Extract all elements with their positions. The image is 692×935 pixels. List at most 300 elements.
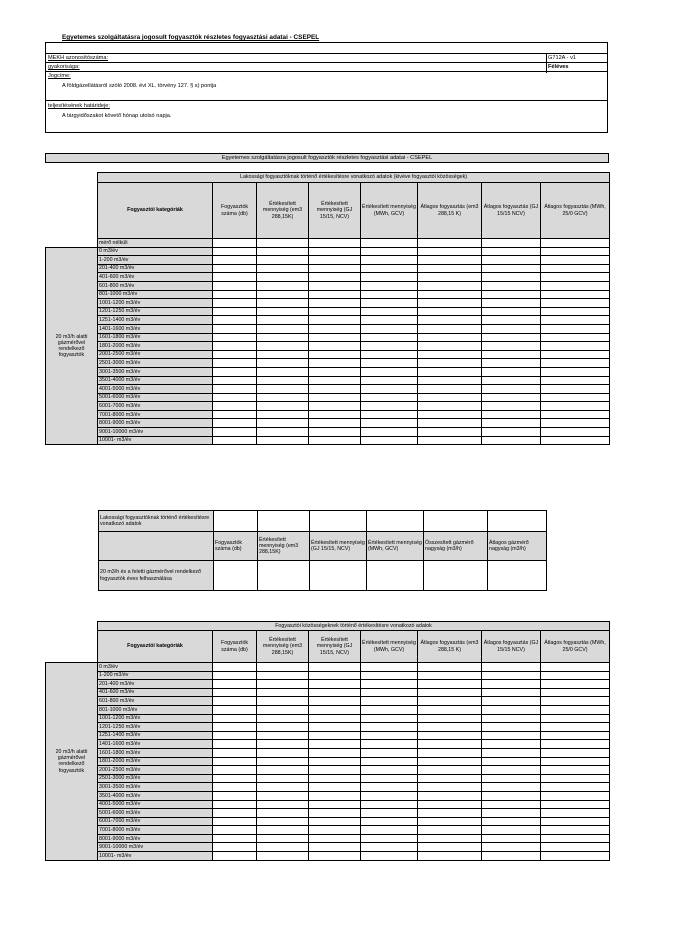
data-cell[interactable]	[309, 247, 361, 256]
data-cell[interactable]	[309, 299, 361, 308]
data-cell[interactable]	[361, 748, 418, 757]
data-cell[interactable]	[213, 324, 257, 333]
data-cell[interactable]	[309, 359, 361, 368]
data-cell[interactable]	[213, 680, 257, 689]
data-cell[interactable]	[309, 774, 361, 783]
data-cell[interactable]	[541, 663, 610, 672]
data-cell[interactable]	[482, 671, 541, 680]
data-cell[interactable]	[257, 419, 309, 428]
data-cell[interactable]	[213, 817, 257, 826]
data-cell[interactable]	[541, 290, 610, 299]
data-cell[interactable]	[361, 705, 418, 714]
data-cell[interactable]	[309, 697, 361, 706]
data-cell[interactable]	[213, 402, 257, 411]
data-cell[interactable]	[361, 809, 418, 818]
data-cell[interactable]	[213, 800, 257, 809]
data-cell[interactable]	[257, 834, 309, 843]
data-cell[interactable]	[541, 748, 610, 757]
data-cell[interactable]	[257, 748, 309, 757]
data-cell[interactable]	[361, 239, 418, 248]
data-cell[interactable]	[418, 264, 482, 273]
data-cell[interactable]	[258, 561, 310, 591]
data-cell[interactable]	[541, 264, 610, 273]
data-cell[interactable]	[213, 766, 257, 775]
data-cell[interactable]	[361, 410, 418, 419]
data-cell[interactable]	[482, 834, 541, 843]
data-cell[interactable]	[213, 350, 257, 359]
data-cell[interactable]	[309, 428, 361, 437]
data-cell[interactable]	[482, 714, 541, 723]
data-cell[interactable]	[361, 663, 418, 672]
data-cell[interactable]	[482, 273, 541, 282]
data-cell[interactable]	[418, 766, 482, 775]
data-cell[interactable]	[418, 410, 482, 419]
data-cell[interactable]	[257, 247, 309, 256]
data-cell[interactable]	[361, 350, 418, 359]
data-cell[interactable]	[309, 350, 361, 359]
data-cell[interactable]	[482, 740, 541, 749]
data-cell[interactable]	[541, 757, 610, 766]
data-cell[interactable]	[257, 342, 309, 351]
data-cell[interactable]	[213, 783, 257, 792]
data-cell[interactable]	[257, 256, 309, 265]
data-cell[interactable]	[418, 817, 482, 826]
data-cell[interactable]	[482, 688, 541, 697]
data-cell[interactable]	[361, 393, 418, 402]
data-cell[interactable]	[541, 809, 610, 818]
data-cell[interactable]	[213, 419, 257, 428]
data-cell[interactable]	[310, 561, 367, 591]
data-cell[interactable]	[541, 256, 610, 265]
data-cell[interactable]	[482, 705, 541, 714]
data-cell[interactable]	[213, 826, 257, 835]
data-cell[interactable]	[361, 281, 418, 290]
data-cell[interactable]	[418, 723, 482, 732]
data-cell[interactable]	[541, 324, 610, 333]
data-cell[interactable]	[309, 740, 361, 749]
data-cell[interactable]	[482, 791, 541, 800]
data-cell[interactable]	[309, 324, 361, 333]
data-cell[interactable]	[213, 316, 257, 325]
data-cell[interactable]	[309, 757, 361, 766]
data-cell[interactable]	[541, 766, 610, 775]
data-cell[interactable]	[361, 385, 418, 394]
data-cell[interactable]	[309, 264, 361, 273]
data-cell[interactable]	[482, 428, 541, 437]
data-cell[interactable]	[257, 436, 309, 445]
data-cell[interactable]	[361, 817, 418, 826]
data-cell[interactable]	[482, 809, 541, 818]
data-cell[interactable]	[418, 290, 482, 299]
data-cell[interactable]	[482, 766, 541, 775]
data-cell[interactable]	[309, 273, 361, 282]
data-cell[interactable]	[418, 740, 482, 749]
data-cell[interactable]	[482, 239, 541, 248]
data-cell[interactable]	[257, 367, 309, 376]
data-cell[interactable]	[418, 273, 482, 282]
data-cell[interactable]	[257, 290, 309, 299]
data-cell[interactable]	[361, 256, 418, 265]
data-cell[interactable]	[361, 680, 418, 689]
data-cell[interactable]	[309, 843, 361, 852]
data-cell[interactable]	[213, 367, 257, 376]
data-cell[interactable]	[257, 791, 309, 800]
data-cell[interactable]	[361, 428, 418, 437]
data-cell[interactable]	[213, 376, 257, 385]
data-cell[interactable]	[213, 428, 257, 437]
data-cell[interactable]	[541, 428, 610, 437]
data-cell[interactable]	[541, 705, 610, 714]
data-cell[interactable]	[361, 723, 418, 732]
data-cell[interactable]	[367, 561, 424, 591]
data-cell[interactable]	[213, 663, 257, 672]
data-cell[interactable]	[418, 376, 482, 385]
data-cell[interactable]	[541, 697, 610, 706]
data-cell[interactable]	[482, 410, 541, 419]
data-cell[interactable]	[482, 748, 541, 757]
data-cell[interactable]	[418, 342, 482, 351]
data-cell[interactable]	[213, 342, 257, 351]
data-cell[interactable]	[309, 671, 361, 680]
data-cell[interactable]	[361, 324, 418, 333]
data-cell[interactable]	[482, 817, 541, 826]
data-cell[interactable]	[418, 419, 482, 428]
data-cell[interactable]	[418, 800, 482, 809]
data-cell[interactable]	[541, 376, 610, 385]
data-cell[interactable]	[213, 393, 257, 402]
data-cell[interactable]	[418, 281, 482, 290]
data-cell[interactable]	[482, 324, 541, 333]
data-cell[interactable]	[213, 385, 257, 394]
data-cell[interactable]	[309, 723, 361, 732]
data-cell[interactable]	[418, 680, 482, 689]
data-cell[interactable]	[541, 410, 610, 419]
data-cell[interactable]	[309, 410, 361, 419]
data-cell[interactable]	[361, 436, 418, 445]
data-cell[interactable]	[257, 852, 309, 861]
data-cell[interactable]	[213, 410, 257, 419]
data-cell[interactable]	[361, 783, 418, 792]
data-cell[interactable]	[257, 273, 309, 282]
data-cell[interactable]	[309, 766, 361, 775]
data-cell[interactable]	[418, 385, 482, 394]
data-cell[interactable]	[361, 843, 418, 852]
data-cell[interactable]	[257, 393, 309, 402]
data-cell[interactable]	[361, 731, 418, 740]
data-cell[interactable]	[482, 402, 541, 411]
data-cell[interactable]	[257, 697, 309, 706]
data-cell[interactable]	[213, 852, 257, 861]
data-cell[interactable]	[361, 791, 418, 800]
data-cell[interactable]	[213, 697, 257, 706]
data-cell[interactable]	[213, 239, 257, 248]
data-cell[interactable]	[482, 697, 541, 706]
data-cell[interactable]	[309, 419, 361, 428]
data-cell[interactable]	[257, 316, 309, 325]
data-cell[interactable]	[418, 663, 482, 672]
data-cell[interactable]	[482, 247, 541, 256]
data-cell[interactable]	[541, 740, 610, 749]
data-cell[interactable]	[482, 757, 541, 766]
data-cell[interactable]	[257, 307, 309, 316]
data-cell[interactable]	[361, 299, 418, 308]
data-cell[interactable]	[482, 359, 541, 368]
data-cell[interactable]	[257, 740, 309, 749]
data-cell[interactable]	[213, 264, 257, 273]
data-cell[interactable]	[541, 791, 610, 800]
data-cell[interactable]	[257, 826, 309, 835]
data-cell[interactable]	[309, 393, 361, 402]
data-cell[interactable]	[361, 402, 418, 411]
data-cell[interactable]	[309, 402, 361, 411]
data-cell[interactable]	[309, 663, 361, 672]
data-cell[interactable]	[418, 852, 482, 861]
data-cell[interactable]	[361, 757, 418, 766]
data-cell[interactable]	[257, 688, 309, 697]
data-cell[interactable]	[309, 826, 361, 835]
data-cell[interactable]	[418, 809, 482, 818]
data-cell[interactable]	[309, 817, 361, 826]
data-cell[interactable]	[213, 256, 257, 265]
data-cell[interactable]	[213, 333, 257, 342]
data-cell[interactable]	[309, 731, 361, 740]
data-cell[interactable]	[541, 402, 610, 411]
data-cell[interactable]	[213, 359, 257, 368]
data-cell[interactable]	[361, 367, 418, 376]
data-cell[interactable]	[257, 385, 309, 394]
data-cell[interactable]	[257, 333, 309, 342]
data-cell[interactable]	[309, 342, 361, 351]
data-cell[interactable]	[418, 748, 482, 757]
data-cell[interactable]	[418, 333, 482, 342]
data-cell[interactable]	[541, 385, 610, 394]
data-cell[interactable]	[213, 705, 257, 714]
data-cell[interactable]	[309, 316, 361, 325]
data-cell[interactable]	[424, 561, 488, 591]
data-cell[interactable]	[213, 843, 257, 852]
data-cell[interactable]	[213, 774, 257, 783]
data-cell[interactable]	[213, 748, 257, 757]
data-cell[interactable]	[257, 350, 309, 359]
data-cell[interactable]	[361, 766, 418, 775]
data-cell[interactable]	[361, 419, 418, 428]
data-cell[interactable]	[309, 705, 361, 714]
data-cell[interactable]	[257, 359, 309, 368]
data-cell[interactable]	[418, 843, 482, 852]
data-cell[interactable]	[418, 316, 482, 325]
data-cell[interactable]	[257, 663, 309, 672]
data-cell[interactable]	[257, 774, 309, 783]
data-cell[interactable]	[541, 826, 610, 835]
data-cell[interactable]	[482, 774, 541, 783]
data-cell[interactable]	[361, 688, 418, 697]
data-cell[interactable]	[482, 264, 541, 273]
data-cell[interactable]	[213, 299, 257, 308]
data-cell[interactable]	[257, 376, 309, 385]
data-cell[interactable]	[541, 350, 610, 359]
data-cell[interactable]	[482, 663, 541, 672]
data-cell[interactable]	[257, 714, 309, 723]
data-cell[interactable]	[213, 281, 257, 290]
data-cell[interactable]	[418, 757, 482, 766]
data-cell[interactable]	[257, 809, 309, 818]
data-cell[interactable]	[257, 239, 309, 248]
data-cell[interactable]	[257, 817, 309, 826]
data-cell[interactable]	[213, 791, 257, 800]
data-cell[interactable]	[361, 273, 418, 282]
data-cell[interactable]	[361, 774, 418, 783]
data-cell[interactable]	[309, 800, 361, 809]
data-cell[interactable]	[213, 307, 257, 316]
data-cell[interactable]	[418, 307, 482, 316]
data-cell[interactable]	[482, 333, 541, 342]
data-cell[interactable]	[309, 436, 361, 445]
data-cell[interactable]	[482, 826, 541, 835]
data-cell[interactable]	[541, 393, 610, 402]
data-cell[interactable]	[418, 791, 482, 800]
data-cell[interactable]	[361, 290, 418, 299]
data-cell[interactable]	[541, 299, 610, 308]
data-cell[interactable]	[541, 359, 610, 368]
data-cell[interactable]	[257, 731, 309, 740]
data-cell[interactable]	[482, 290, 541, 299]
data-cell[interactable]	[213, 809, 257, 818]
data-cell[interactable]	[541, 436, 610, 445]
data-cell[interactable]	[418, 774, 482, 783]
data-cell[interactable]	[418, 256, 482, 265]
data-cell[interactable]	[418, 299, 482, 308]
data-cell[interactable]	[257, 410, 309, 419]
data-cell[interactable]	[309, 852, 361, 861]
data-cell[interactable]	[257, 671, 309, 680]
data-cell[interactable]	[257, 757, 309, 766]
data-cell[interactable]	[482, 419, 541, 428]
data-cell[interactable]	[482, 299, 541, 308]
data-cell[interactable]	[488, 561, 547, 591]
data-cell[interactable]	[213, 688, 257, 697]
data-cell[interactable]	[213, 757, 257, 766]
data-cell[interactable]	[361, 826, 418, 835]
data-cell[interactable]	[361, 834, 418, 843]
data-cell[interactable]	[541, 419, 610, 428]
data-cell[interactable]	[361, 307, 418, 316]
data-cell[interactable]	[309, 307, 361, 316]
data-cell[interactable]	[482, 393, 541, 402]
data-cell[interactable]	[309, 256, 361, 265]
data-cell[interactable]	[309, 714, 361, 723]
data-cell[interactable]	[361, 714, 418, 723]
data-cell[interactable]	[418, 393, 482, 402]
data-cell[interactable]	[541, 316, 610, 325]
data-cell[interactable]	[361, 247, 418, 256]
data-cell[interactable]	[309, 680, 361, 689]
data-cell[interactable]	[257, 680, 309, 689]
data-cell[interactable]	[257, 723, 309, 732]
data-cell[interactable]	[541, 817, 610, 826]
data-cell[interactable]	[418, 826, 482, 835]
data-cell[interactable]	[309, 239, 361, 248]
data-cell[interactable]	[309, 791, 361, 800]
data-cell[interactable]	[418, 239, 482, 248]
data-cell[interactable]	[309, 385, 361, 394]
data-cell[interactable]	[257, 428, 309, 437]
data-cell[interactable]	[213, 290, 257, 299]
data-cell[interactable]	[418, 783, 482, 792]
data-cell[interactable]	[418, 671, 482, 680]
data-cell[interactable]	[257, 264, 309, 273]
data-cell[interactable]	[541, 247, 610, 256]
data-cell[interactable]	[418, 688, 482, 697]
data-cell[interactable]	[418, 705, 482, 714]
data-cell[interactable]	[257, 402, 309, 411]
data-cell[interactable]	[361, 316, 418, 325]
data-cell[interactable]	[214, 561, 258, 591]
data-cell[interactable]	[361, 697, 418, 706]
data-cell[interactable]	[309, 834, 361, 843]
data-cell[interactable]	[541, 731, 610, 740]
data-cell[interactable]	[482, 731, 541, 740]
data-cell[interactable]	[541, 367, 610, 376]
data-cell[interactable]	[213, 436, 257, 445]
data-cell[interactable]	[482, 376, 541, 385]
data-cell[interactable]	[418, 428, 482, 437]
data-cell[interactable]	[418, 350, 482, 359]
data-cell[interactable]	[482, 316, 541, 325]
data-cell[interactable]	[541, 852, 610, 861]
data-cell[interactable]	[482, 367, 541, 376]
data-cell[interactable]	[309, 748, 361, 757]
data-cell[interactable]	[309, 376, 361, 385]
data-cell[interactable]	[541, 714, 610, 723]
data-cell[interactable]	[482, 680, 541, 689]
data-cell[interactable]	[418, 359, 482, 368]
data-cell[interactable]	[309, 281, 361, 290]
data-cell[interactable]	[482, 800, 541, 809]
data-cell[interactable]	[418, 402, 482, 411]
data-cell[interactable]	[257, 843, 309, 852]
data-cell[interactable]	[541, 723, 610, 732]
data-cell[interactable]	[361, 740, 418, 749]
data-cell[interactable]	[361, 852, 418, 861]
data-cell[interactable]	[418, 436, 482, 445]
data-cell[interactable]	[213, 273, 257, 282]
data-cell[interactable]	[213, 671, 257, 680]
data-cell[interactable]	[213, 247, 257, 256]
data-cell[interactable]	[361, 376, 418, 385]
data-cell[interactable]	[361, 800, 418, 809]
data-cell[interactable]	[482, 723, 541, 732]
data-cell[interactable]	[257, 800, 309, 809]
data-cell[interactable]	[541, 671, 610, 680]
data-cell[interactable]	[309, 333, 361, 342]
data-cell[interactable]	[309, 688, 361, 697]
data-cell[interactable]	[541, 273, 610, 282]
data-cell[interactable]	[482, 783, 541, 792]
data-cell[interactable]	[418, 247, 482, 256]
data-cell[interactable]	[257, 766, 309, 775]
data-cell[interactable]	[482, 385, 541, 394]
data-cell[interactable]	[482, 843, 541, 852]
data-cell[interactable]	[541, 307, 610, 316]
data-cell[interactable]	[482, 852, 541, 861]
data-cell[interactable]	[541, 281, 610, 290]
data-cell[interactable]	[257, 281, 309, 290]
data-cell[interactable]	[257, 705, 309, 714]
data-cell[interactable]	[541, 333, 610, 342]
data-cell[interactable]	[418, 324, 482, 333]
data-cell[interactable]	[361, 264, 418, 273]
data-cell[interactable]	[257, 324, 309, 333]
